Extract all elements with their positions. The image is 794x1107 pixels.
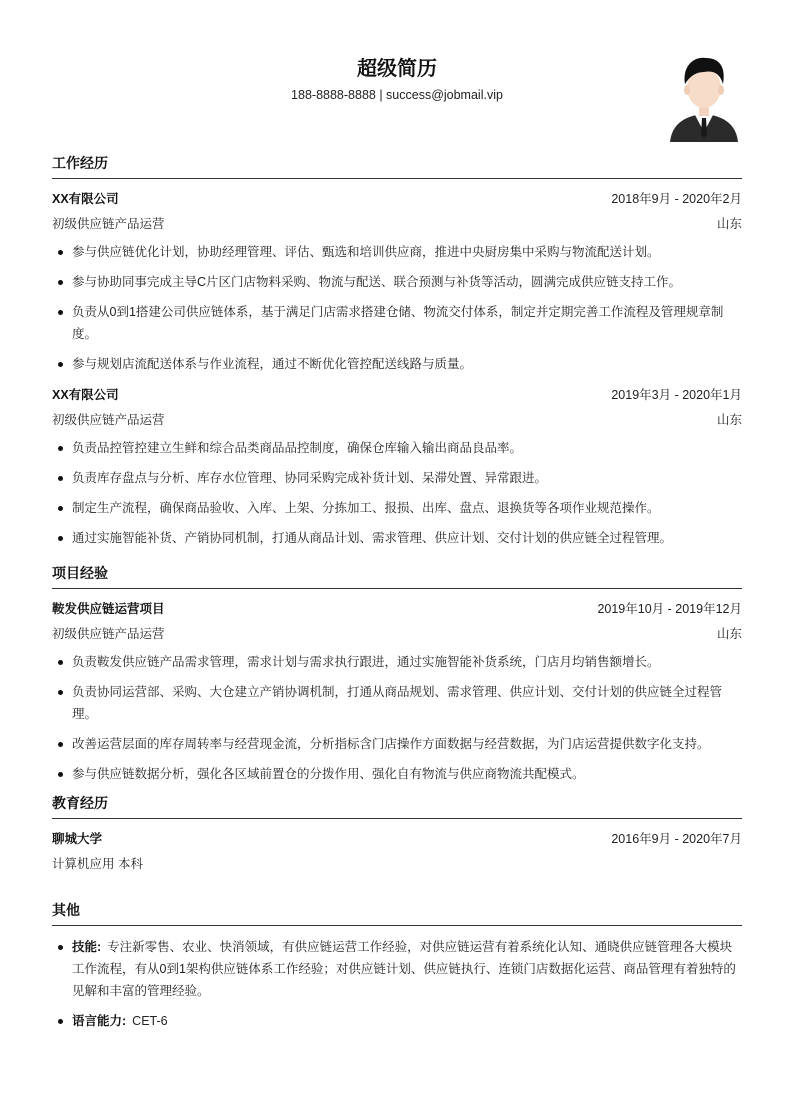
skills-label: 技能: [72,940,102,954]
resume-page [52,0,742,1028]
project-entry [52,597,742,785]
list-item: 负责从0到1搭建公司供应链体系，基于满足门店需求搭建仓储、物流交付体系，制定并定期完善工作流程及管理规章制度。 [72,301,742,345]
language-item [72,1010,742,1032]
project-name: 鞍发供应链运营项目 [52,602,165,616]
list-item: 参与规划店流配送体系与作业流程，通过不断优化管控配送线路与质量。 [72,353,742,375]
bullet-list [52,241,742,375]
list-item: 负责协同运营部、采购、大仓建立产销协调机制，打通从商品规划、需求管理、供应计划、交付计划的供应链全过程管理。 [72,681,742,725]
other-section-title: 其他 [52,899,742,926]
bullet-list [52,651,742,785]
entry-dates: 2016年9月 - 2020年7月 [611,832,742,846]
job-location: 山东 [716,217,742,231]
resume-header [52,0,742,150]
company-name: XX有限公司 [52,388,119,402]
entry-dates: 2019年10月 - 2019年12月 [597,602,742,616]
contact-info: 188-8888-8888 | success@jobmail.vip [291,88,503,102]
bullet-list [52,936,742,1032]
list-item: 负责库存盘点与分析、库存水位管理、协同采购完成补货计划、呆滞处置、异常跟进。 [72,467,742,489]
company-name: XX有限公司 [52,192,119,206]
list-item: 负责鞍发供应链产品需求管理，需求计划与需求执行跟进，通过实施智能补货系统，门店月均销售额增长。 [72,651,742,673]
language-text: CET-6 [132,1014,168,1028]
major-degree: 计算机应用 本科 [52,857,143,871]
list-item: 参与供应链数据分析，强化各区域前置仓的分拨作用、强化自有物流与供应商物流共配模式。 [72,763,742,785]
job-role: 初级供应链产品运营 [52,413,165,427]
job-location: 山东 [716,413,742,427]
language-label: 语言能力: [72,1014,127,1028]
list-item: 参与协助同事完成主导C片区门店物料采购、物流与配送、联合预测与补货等活动，圆满完成供应链支持工作。 [72,271,742,293]
other-section [52,899,742,1040]
list-item: 改善运营层面的库存周转率与经营现金流，分析指标含门店操作方面数据与经营数据，为门店运营提供数字化支持。 [72,733,742,755]
entry-dates: 2018年9月 - 2020年2月 [611,192,742,206]
list-item: 通过实施智能补货、产销协同机制，打通从商品计划、需求管理、供应计划、交付计划的供应链全过程管理。 [72,527,742,549]
candidate-name: 超级简历 [357,58,437,80]
avatar-icon [668,52,740,142]
project-role: 初级供应链产品运营 [52,627,165,641]
education-section [52,792,742,877]
school-name: 聊城大学 [52,832,103,846]
project-section [52,562,742,793]
work-entry [52,383,742,549]
project-location: 山东 [716,627,742,641]
skills-text: 专注新零售、农业、快消领域，有供应链运营工作经验，对供应链运营有着系统化认知、通晓供应链管理各大模块工作流程，有从0到1架构供应链体系工作经验；对供应链计划、供应链执行、连锁门店数据化运营、商品管理有着独特的见解和丰富的管理经验。 [72,940,736,998]
job-role: 初级供应链产品运营 [52,217,165,231]
work-section [52,152,742,557]
list-item: 制定生产流程，确保商品验收、入库、上架、分拣加工、报损、出库、盘点、退换货等各项作业规范操作。 [72,497,742,519]
education-section-title: 教育经历 [52,792,742,819]
entry-dates: 2019年3月 - 2020年1月 [611,388,742,402]
work-entry [52,187,742,375]
list-item: 参与供应链优化计划，协助经理管理、评估、甄选和培训供应商，推进中央厨房集中采购与物流配送计划。 [72,241,742,263]
work-section-title: 工作经历 [52,152,742,179]
bullet-list [52,437,742,549]
project-section-title: 项目经验 [52,562,742,589]
list-item: 负责品控管控建立生鲜和综合品类商品品控制度，确保仓库输入输出商品良品率。 [72,437,742,459]
skills-item [72,936,742,1002]
